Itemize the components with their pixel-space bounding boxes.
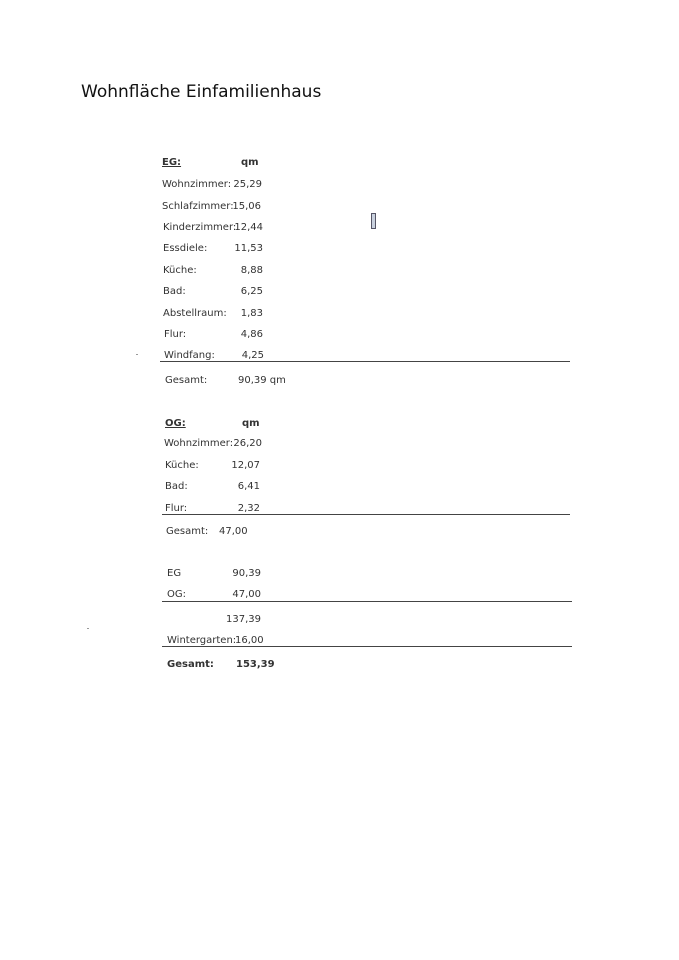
wintergarten-label: Wintergarten:: [167, 635, 237, 646]
summary-og-label: OG:: [167, 589, 186, 600]
room-label: Bad:: [163, 286, 186, 297]
grand-total-label: Gesamt:: [167, 659, 214, 670]
eg-total-value: 90,39 qm: [238, 375, 286, 386]
room-label: Wohnzimmer:: [162, 179, 232, 190]
eg-row-abstellraum: [0, 308, 679, 322]
room-value: 6,41: [237, 481, 260, 492]
room-value: 26,20: [233, 438, 262, 449]
og-row-bad: [0, 481, 679, 495]
eg-row-essdiele: [0, 243, 679, 257]
room-value: 4,25: [241, 350, 264, 361]
summary-eg-value: 90,39: [232, 568, 261, 579]
room-value: 1,83: [240, 308, 263, 319]
room-value: 12,44: [234, 222, 263, 233]
room-label: Wohnzimmer:: [164, 438, 234, 449]
summary-subtotal-value: 137,39: [226, 614, 261, 625]
room-value: 25,29: [233, 179, 262, 190]
eg-row-flur: [0, 329, 679, 343]
eg-total-label: Gesamt:: [165, 375, 208, 386]
eg-row-schlafzimmer: [0, 201, 679, 215]
summary-eg-row: [0, 568, 679, 582]
eg-row-kinderzimmer: [0, 222, 679, 236]
room-label: Bad:: [165, 481, 188, 492]
og-header: OG:: [165, 418, 186, 429]
eg-header: EG:: [162, 157, 182, 168]
room-label: Küche:: [163, 265, 197, 276]
eg-row-kueche: [0, 265, 679, 279]
eg-total-row: [0, 375, 679, 389]
eg-unit: qm: [241, 157, 259, 168]
room-value: 8,88: [240, 265, 263, 276]
og-row-kueche: [0, 460, 679, 474]
room-value: 4,86: [240, 329, 263, 340]
eg-row-bad: [0, 286, 679, 300]
room-label: Schlafzimmer:: [162, 201, 234, 212]
room-value: 6,25: [240, 286, 263, 297]
og-header-row: [0, 418, 679, 432]
room-label: Kinderzimmer:: [163, 222, 237, 233]
room-label: Windfang:: [164, 350, 215, 361]
og-row-wohnzimmer: [0, 438, 679, 452]
scan-speck: [87, 628, 89, 629]
eg-header-row: [0, 157, 679, 171]
og-total-value: 47,00: [219, 526, 248, 537]
wintergarten-value: 16,00: [235, 635, 264, 646]
summary-subtotal-row: [0, 614, 679, 628]
room-value: 15,06: [232, 201, 261, 212]
room-label: Küche:: [165, 460, 199, 471]
summary-sum-rule: [162, 601, 572, 602]
summary-og-value: 47,00: [232, 589, 261, 600]
grand-total-row: [0, 659, 679, 673]
page-title: Wohnfläche Einfamilienhaus: [81, 82, 322, 102]
og-sum-rule: [162, 514, 570, 515]
room-label: Flur:: [164, 329, 187, 340]
room-value: 2,32: [237, 503, 260, 514]
final-sum-rule: [162, 646, 572, 647]
eg-row-wohnzimmer: [0, 179, 679, 193]
og-total-row: [0, 526, 679, 540]
room-value: 11,53: [234, 243, 263, 254]
room-label: Abstellraum:: [163, 308, 227, 319]
grand-total-value: 153,39: [236, 659, 275, 670]
og-total-label: Gesamt:: [166, 526, 209, 537]
room-label: Essdiele:: [163, 243, 208, 254]
scan-speck: [136, 354, 138, 355]
room-value: 12,07: [231, 460, 260, 471]
summary-eg-label: EG: [167, 568, 182, 579]
og-unit: qm: [242, 418, 260, 429]
text-cursor-mark: [371, 213, 376, 229]
eg-sum-rule: [160, 361, 570, 362]
room-label: Flur:: [165, 503, 188, 514]
